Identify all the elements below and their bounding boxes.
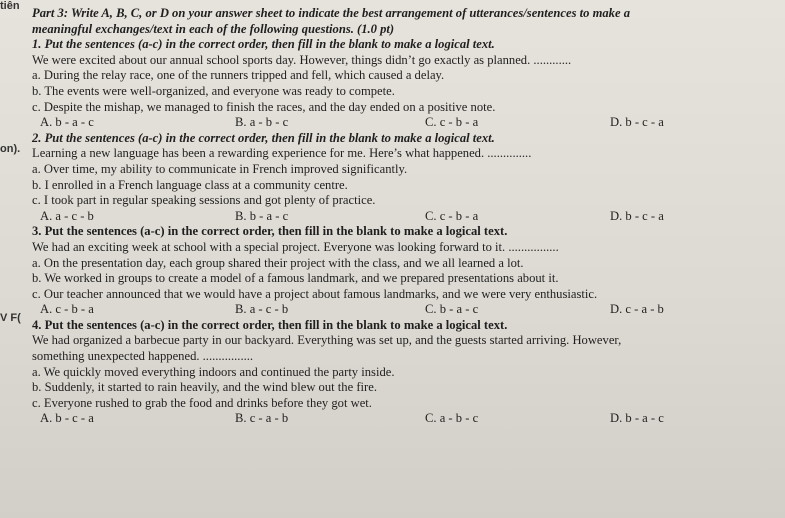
sentence-c: c. Everyone rushed to grab the food and drinks before they got wet. <box>32 395 372 410</box>
answer-options <box>32 302 782 318</box>
question-intro: Learning a new language has been a rewarding experience for me. Here’s what happened. .............. <box>32 146 532 161</box>
question-intro-line2: something unexpected happened. ................ <box>32 349 254 364</box>
margin-note-mid1: on). <box>0 143 21 155</box>
option-c[interactable]: C. b - a - c <box>425 302 479 317</box>
option-a[interactable]: A. a - c - b <box>40 208 94 223</box>
question-title: 3. Put the sentences (a-c) in the correct order, then fill in the blank to make a logical text. <box>32 224 508 239</box>
sentence-a: a. On the presentation day, each group shared their project with the class, and we all learned a lot. <box>32 255 524 270</box>
answer-options <box>32 411 782 427</box>
sentence-b: b. We worked in groups to create a model of a famous landmark, and we prepared presentations about it. <box>32 271 559 286</box>
worksheet-content <box>32 6 782 427</box>
question-title: 2. Put the sentences (a-c) in the correct order, then fill in the blank to make a logical text. <box>32 130 495 145</box>
option-b[interactable]: B. a - b - c <box>235 115 289 130</box>
part-title-line1: Part 3: Write A, B, C, or D on your answer sheet to indicate the best arrangement of utterances/sentences to make a <box>32 6 630 20</box>
question-title: 4. Put the sentences (a-c) in the correct order, then fill in the blank to make a logical text. <box>32 317 508 332</box>
option-a[interactable]: A. c - b - a <box>40 302 94 317</box>
sentence-b: b. Suddenly, it started to rain heavily, and the wind blew out the fire. <box>32 380 377 395</box>
question-intro: We were excited about our annual school sports day. However, things didn’t go exactly as planned. ............ <box>32 52 572 67</box>
sentence-c: c. Despite the mishap, we managed to finish the races, and the day ended on a positive note. <box>32 99 496 114</box>
answer-options <box>32 115 782 131</box>
margin-note-mid2: V F( <box>0 312 21 324</box>
question-2 <box>32 131 782 225</box>
option-b[interactable]: B. a - c - b <box>235 302 289 317</box>
option-b[interactable]: B. c - a - b <box>235 411 289 426</box>
question-1 <box>32 37 782 131</box>
option-d[interactable]: D. c - a - b <box>610 302 664 317</box>
option-d[interactable]: D. b - c - a <box>610 208 664 223</box>
option-a[interactable]: A. b - a - c <box>40 115 94 130</box>
question-title: 1. Put the sentences (a-c) in the correct order, then fill in the blank to make a logical text. <box>32 37 495 52</box>
sentence-b: b. I enrolled in a French language class at a community centre. <box>32 177 348 192</box>
option-c[interactable]: C. c - b - a <box>425 208 479 223</box>
option-d[interactable]: D. b - c - a <box>610 115 664 130</box>
answer-options <box>32 209 782 225</box>
question-4 <box>32 318 782 427</box>
sentence-a: a. During the relay race, one of the runners tripped and fell, which caused a delay. <box>32 68 445 83</box>
sentence-c: c. Our teacher announced that we would have a project about famous landmarks, and we were very enthusiastic. <box>32 286 598 301</box>
question-intro: We had an exciting week at school with a special project. Everyone was looking forward to it. ................ <box>32 239 559 254</box>
sentence-c: c. I took part in regular speaking sessions and got plenty of practice. <box>32 193 376 208</box>
option-b[interactable]: B. b - a - c <box>235 208 289 223</box>
sentence-b: b. The events were well-organized, and everyone was ready to compete. <box>32 83 395 98</box>
option-d[interactable]: D. b - a - c <box>610 411 664 426</box>
option-c[interactable]: C. a - b - c <box>425 411 479 426</box>
option-a[interactable]: A. b - c - a <box>40 411 94 426</box>
sentence-a: a. Over time, my ability to communicate in French improved significantly. <box>32 161 408 176</box>
margin-note-top: tiên <box>0 0 20 12</box>
part-title-line2: meaningful exchanges/text in each of the following questions. (1.0 pt) <box>32 21 395 36</box>
question-3 <box>32 224 782 318</box>
question-intro-line1: We had organized a barbecue party in our backyard. Everything was set up, and the guests started arriving. However, <box>32 333 622 348</box>
option-c[interactable]: C. c - b - a <box>425 115 479 130</box>
sentence-a: a. We quickly moved everything indoors and continued the party inside. <box>32 364 395 379</box>
